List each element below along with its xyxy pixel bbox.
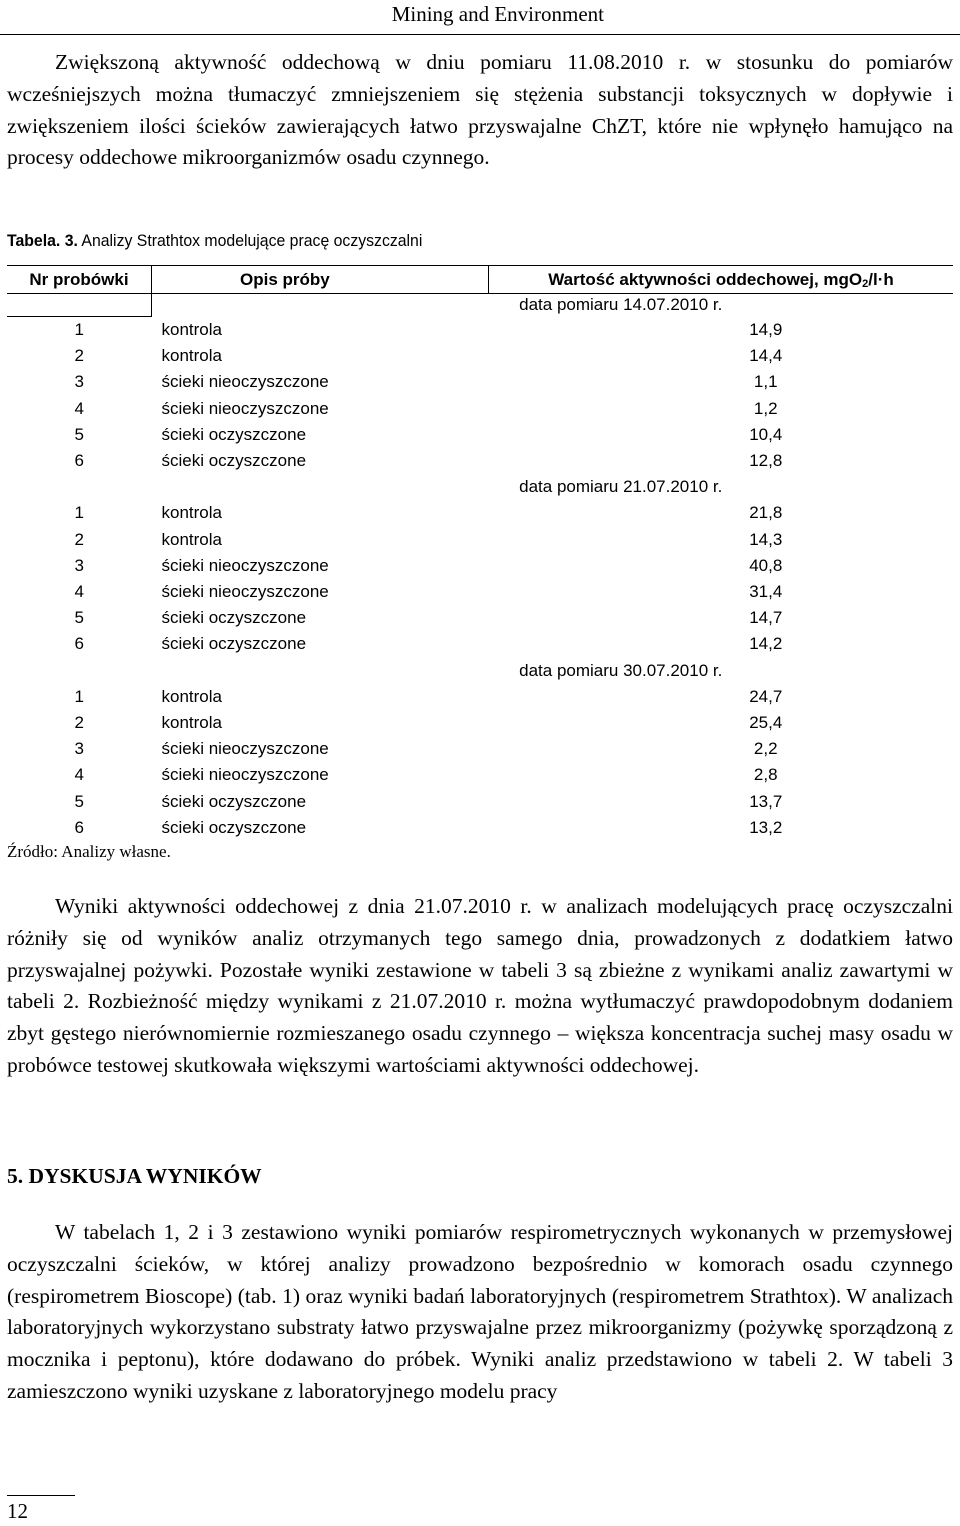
cell-value: 2,2 [753,739,778,759]
table-row [7,579,953,605]
paragraph-3-text: W tabelach 1, 2 i 3 zestawiono wyniki pomiarów respirometrycznych wykonanych w przemysłowej oczyszczalni ścieków, w której analizy prowadzono bezpośrednio w komorach osadu czynnego (respirometrem Bioscope) (tab. 1) oraz wyniki badań laboratoryjnych (respirometrem Strathtox). W analizach laboratoryjnych wykorzystano substraty łatwo przyswajalne przez mikroorganizmy (pożywkę sporządzoną z mocznika i peptonu), które dodawano do próbek. Wyniki analiz przedstawiono w tabeli 2. W tabeli 3 zamieszczono wyniki uzyskane z laboratoryjnego modelu pracy [7,1220,953,1403]
table-body [7,294,953,842]
cell-nr: 5 [74,424,84,444]
journal-title: Mining and Environment [391,2,604,26]
date-row [7,474,953,500]
table-row [7,343,953,369]
paragraph-2-text: Wyniki aktywności oddechowej z dnia 21.07.2010 r. w analizach modelujących pracę oczyszczalni różniły się od wyników analiz otrzymanych tego samego dnia, prowadzonych z dodatkiem łatwo przyswajalnej pożywki. Pozostałe wyniki zestawione w tabeli 3 są zbieżne z wynikami analiz zawartymi w tabeli 2. Rozbieżność między wynikami z 21.07.2010 r. można wytłumaczyć prawdopodobnym dodaniem zbyt gęstego nierównomiernie rozmieszanego osadu czynnego – większa koncentracja suchej masy osadu w probówce testowej skutkowała większymi wartościami aktywności oddechowej. [7,894,953,1077]
cell-opis: kontrola [161,713,222,733]
header-value-sub: 2 [862,278,869,290]
cell-nr: 3 [74,739,84,759]
header-nr: Nr probówki [7,266,152,294]
results-table [7,265,953,841]
cell-opis: ścieki nieoczyszczone [161,765,329,785]
table-row [7,631,953,657]
cell-value: 13,2 [749,817,783,837]
header-value-prefix: Wartość aktywności oddechowej, mgO [548,270,863,289]
table-row [7,762,953,788]
cell-nr: 3 [74,372,84,392]
date-row [7,294,953,317]
paragraph-2 [7,891,953,1082]
cell-nr: 1 [74,503,84,523]
table-row [7,710,953,736]
cell-opis: kontrola [161,346,222,366]
cell-value: 25,4 [749,713,783,733]
header-opis: Opis próby [152,266,489,294]
table-row [7,605,953,631]
cell-opis: kontrola [161,319,222,339]
header-value [489,266,954,294]
table-row [7,553,953,579]
cell-opis: ścieki oczyszczone [161,634,307,654]
cell-value: 2,8 [753,765,778,785]
page-number: 12 [7,1499,28,1523]
cell-opis: ścieki oczyszczone [161,451,307,471]
page-header [0,0,960,35]
cell-nr: 4 [74,582,84,602]
cell-value: 1,2 [753,398,778,418]
date-label: data pomiaru 30.07.2010 r. [519,660,723,680]
table-caption-label: Tabela. 3. [7,231,78,250]
table-row [7,448,953,474]
cell-opis: ścieki nieoczyszczone [161,555,329,575]
cell-nr: 4 [74,398,84,418]
cell-opis: ścieki oczyszczone [161,608,307,628]
cell-opis: ścieki nieoczyszczone [161,398,329,418]
table-source: Źródło: Analizy własne. [7,842,171,861]
cell-value: 13,7 [749,791,783,811]
cell-opis: ścieki oczyszczone [161,424,307,444]
table-row [7,815,953,841]
cell-opis: ścieki nieoczyszczone [161,739,329,759]
cell-nr: 6 [74,634,84,654]
cell-opis: kontrola [161,686,222,706]
table-row [7,527,953,553]
cell-opis: ścieki oczyszczone [161,817,307,837]
table-row [7,789,953,815]
cell-value: 10,4 [749,424,783,444]
paragraph-1 [7,47,953,174]
table-row [7,317,953,344]
cell-nr: 6 [74,817,84,837]
cell-value: 31,4 [749,582,783,602]
cell-opis: kontrola [161,503,222,523]
cell-value: 1,1 [753,372,778,392]
cell-opis: ścieki oczyszczone [161,791,307,811]
table-row [7,396,953,422]
table-row [7,736,953,762]
cell-nr: 5 [74,608,84,628]
cell-opis: ścieki nieoczyszczone [161,372,329,392]
paragraph-3 [7,1217,953,1408]
date-label: data pomiaru 14.07.2010 r. [519,295,723,315]
cell-value: 14,3 [749,529,783,549]
table-caption-text: Analizy Strathtox modelujące pracę oczyszczalni [81,231,423,250]
table-row [7,422,953,448]
footer-rule [7,1495,75,1496]
cell-nr: 3 [74,555,84,575]
cell-opis: kontrola [161,529,222,549]
date-row [7,658,953,684]
table-row [7,500,953,526]
cell-opis: ścieki nieoczyszczone [161,582,329,602]
cell-value: 14,2 [749,634,783,654]
cell-value: 24,7 [749,686,783,706]
cell-value: 14,9 [749,319,783,339]
cell-value: 40,8 [749,555,783,575]
header-value-suffix: /l·h [868,270,894,289]
cell-value: 14,4 [749,346,783,366]
cell-nr: 2 [74,713,84,733]
cell-nr: 6 [74,451,84,471]
cell-nr: 1 [74,320,84,339]
paragraph-1-text: Zwiększoną aktywność oddechową w dniu pomiaru 11.08.2010 r. w stosunku do pomiarów wcześniejszych można tłumaczyć zmniejszeniem się stężenia substancji toksycznych w dopływie i zwiększeniem ilości ścieków zawierających łatwo przyswajalne ChZT, które nie wpłynęło hamująco na procesy oddechowe mikroorganizmów osadu czynnego. [7,50,953,170]
date-label: data pomiaru 21.07.2010 r. [519,477,723,497]
table-row [7,684,953,710]
cell-value: 12,8 [749,451,783,471]
cell-nr: 4 [74,765,84,785]
section-heading: 5. DYSKUSJA WYNIKÓW [7,1164,262,1188]
table-header-row [7,266,953,294]
cell-nr: 2 [74,346,84,366]
table-row [7,369,953,395]
cell-value: 14,7 [749,608,783,628]
cell-value: 21,8 [749,503,783,523]
table-caption [7,231,422,251]
cell-nr: 1 [74,686,84,706]
cell-nr: 2 [74,529,84,549]
cell-nr: 5 [74,791,84,811]
